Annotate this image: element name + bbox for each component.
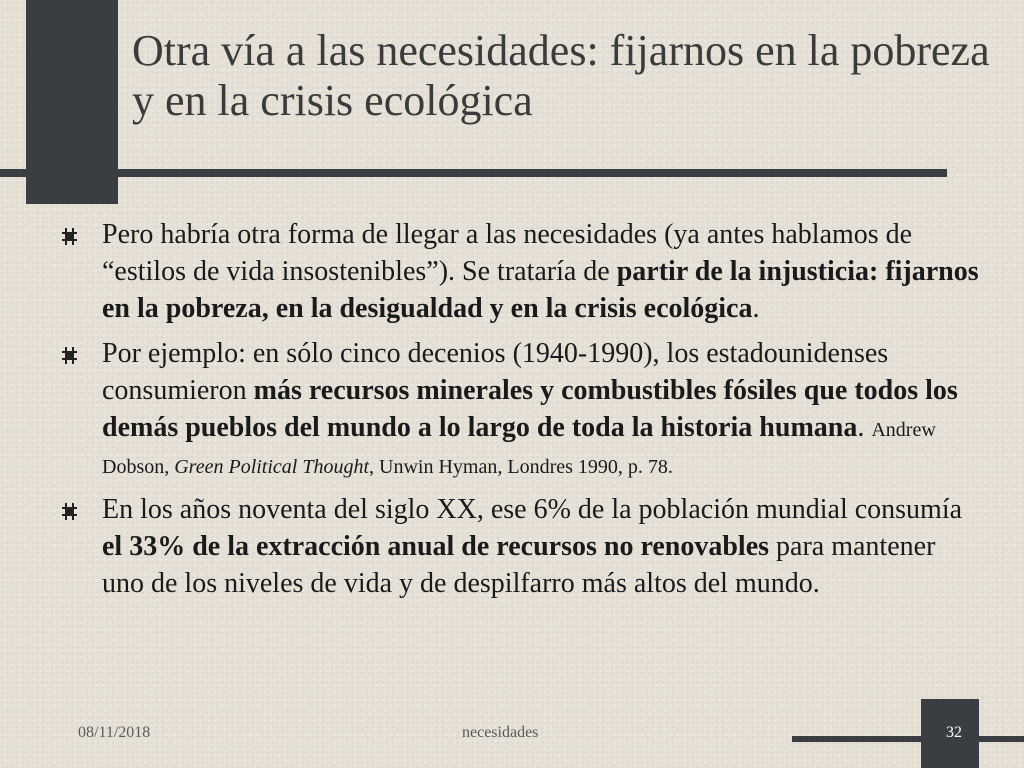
decorative-line-bottom [792, 736, 1024, 742]
page-number: 32 [946, 724, 962, 741]
bullet-item [60, 216, 980, 327]
bullet-text: . [857, 412, 872, 443]
bullet-bold-text: partir de la injusticia: fijarnos en la pobreza, en la desigualdad y en la crisis ecológica [102, 256, 979, 324]
footer-date: 08/11/2018 [78, 724, 151, 741]
slide-title: Otra vía a las necesidades: fijarnos en la pobreza y en la crisis ecológica [132, 26, 990, 125]
bullet-text: para mantener uno de los niveles de vida y de despilfarro más altos del mundo. [102, 531, 936, 599]
bullet-item [60, 335, 980, 483]
citation-author: Andrew Dobson, [102, 419, 936, 478]
bullet-text: Por ejemplo: en sólo cinco decenios (1940-1990), los estadounidenses consumieron [102, 338, 889, 406]
citation-title: Green Political Thought [174, 456, 370, 478]
footer-label: necesidades [462, 724, 539, 741]
decorative-line-top [0, 169, 947, 177]
hash-square-bullet-icon [62, 503, 77, 520]
bullet-text: Pero habría otra forma de llegar a las necesidades (ya antes hablamos de “estilos de vida insostenibles”). Se trataría de [102, 219, 913, 287]
bullet-bold-text: más recursos minerales y combustibles fósiles que todos los demás pueblos del mundo a lo largo de toda la historia humana [102, 375, 958, 443]
citation-rest: , Unwin Hyman, Londres 1990, p. 78. [369, 456, 673, 478]
hash-square-bullet-icon [62, 228, 77, 245]
bullet-text: En los años noventa del siglo XX, ese 6% de la población mundial consumía [102, 494, 963, 525]
hash-square-bullet-icon [62, 347, 77, 364]
slide-content [60, 216, 980, 610]
bullet-text: . [752, 293, 760, 324]
bullet-bold-text: el 33% de la extracción anual de recursos no renovables [102, 531, 770, 562]
bullet-item [60, 491, 980, 602]
